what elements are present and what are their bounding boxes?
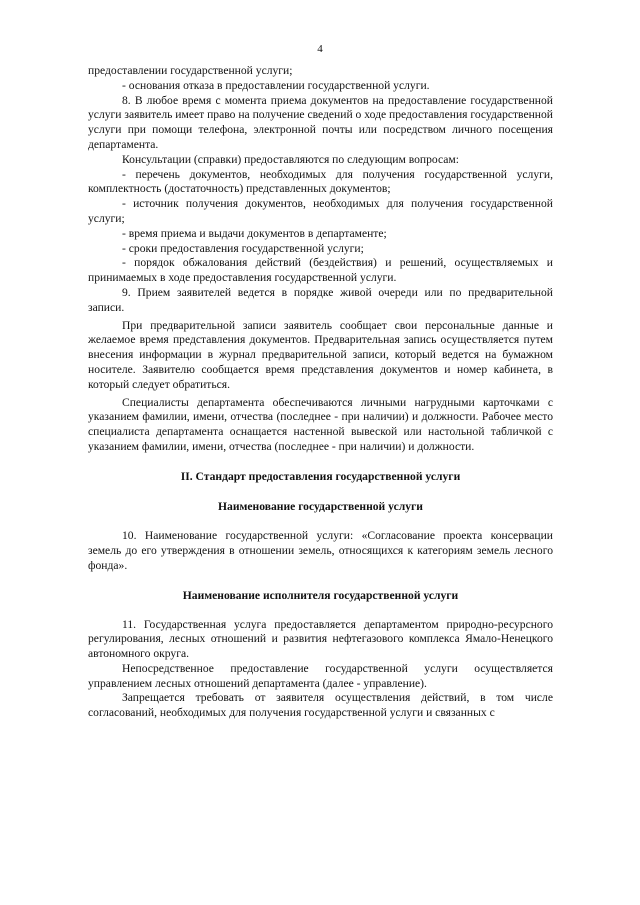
paragraph: предоставлении государственной услуги; [88,64,293,77]
page-number: 4 [317,43,323,55]
paragraph: Специалисты департамента обеспечиваются личными нагрудными карточками с указанием фамилии, имени, отчества (последнее - при наличии) и должности. Рабочее место специалиста департамента оснащается настенной вывеской или настольной табличкой с указанием фамилии, имени, отчества (последнее - при наличии) и должности. [88,395,553,453]
paragraph-11: 11. Государственная услуга предоставляется департаментом природно-ресурсного регулирования, лесных отношений и развития нефтегазового комплекса Ямало-Ненецкого автономного округа. [88,617,553,661]
paragraph-10: 10. Наименование государственной услуги: «Согласование проекта консервации земель до его утверждения в отношении земель, относящихся к категориям земель лесного фонда». [88,529,553,572]
paragraph: Запрещается требовать от заявителя осуществления действий, в том числе согласований, необходимых для получения государственной услуги и связанных с [88,691,553,720]
paragraph: Консультации (справки) предоставляются по следующим вопросам: [122,152,459,166]
list-item: - перечень документов, необходимых для получения государственной услуги, комплектность (достаточность) представленных документов; [88,167,553,196]
list-item: - сроки предоставления государственной услуги; [122,241,364,255]
list-item: - время приема и выдачи документов в департаменте; [122,226,387,240]
section-title: II. Стандарт предоставления государственной услуги [180,469,461,483]
subheading: Наименование исполнителя государственной услуги [182,588,459,602]
list-item: - порядок обжалования действий (бездействия) и решений, осуществляемых и принимаемых в ходе предоставления государственной услуги. [88,256,553,285]
subheading: Наименование государственной услуги [218,499,423,513]
document-body [88,64,553,721]
list-item: - источник получения документов, необходимых для получения государственной услуги; [88,197,553,225]
paragraph: Непосредственное предоставление государственной услуги осуществляется управлением лесных отношений департамента (далее - управление). [88,661,553,690]
paragraph-8: 8. В любое время с момента приема документов на предоставление государственной услуги заявитель имеет право на получение сведений о ходе предоставления государственной услуги при помощи телефона, электронной почты или посредством личного посещения департамента. [88,93,554,151]
paragraph-9: 9. Прием заявителей ведется в порядке живой очереди или по предварительной записи. [88,285,553,314]
list-item: - основания отказа в предоставлении государственной услуги. [122,78,430,92]
paragraph: При предварительной записи заявитель сообщает свои персональные данные и желаемое время представления документов. Предварительная запись осуществляется путем внесения информации в журнал предварительной записи, который ведется на бумажном носителе. Заявителю сообщается время представления документов и номер кабинета, в который следует обратиться. [88,318,553,391]
